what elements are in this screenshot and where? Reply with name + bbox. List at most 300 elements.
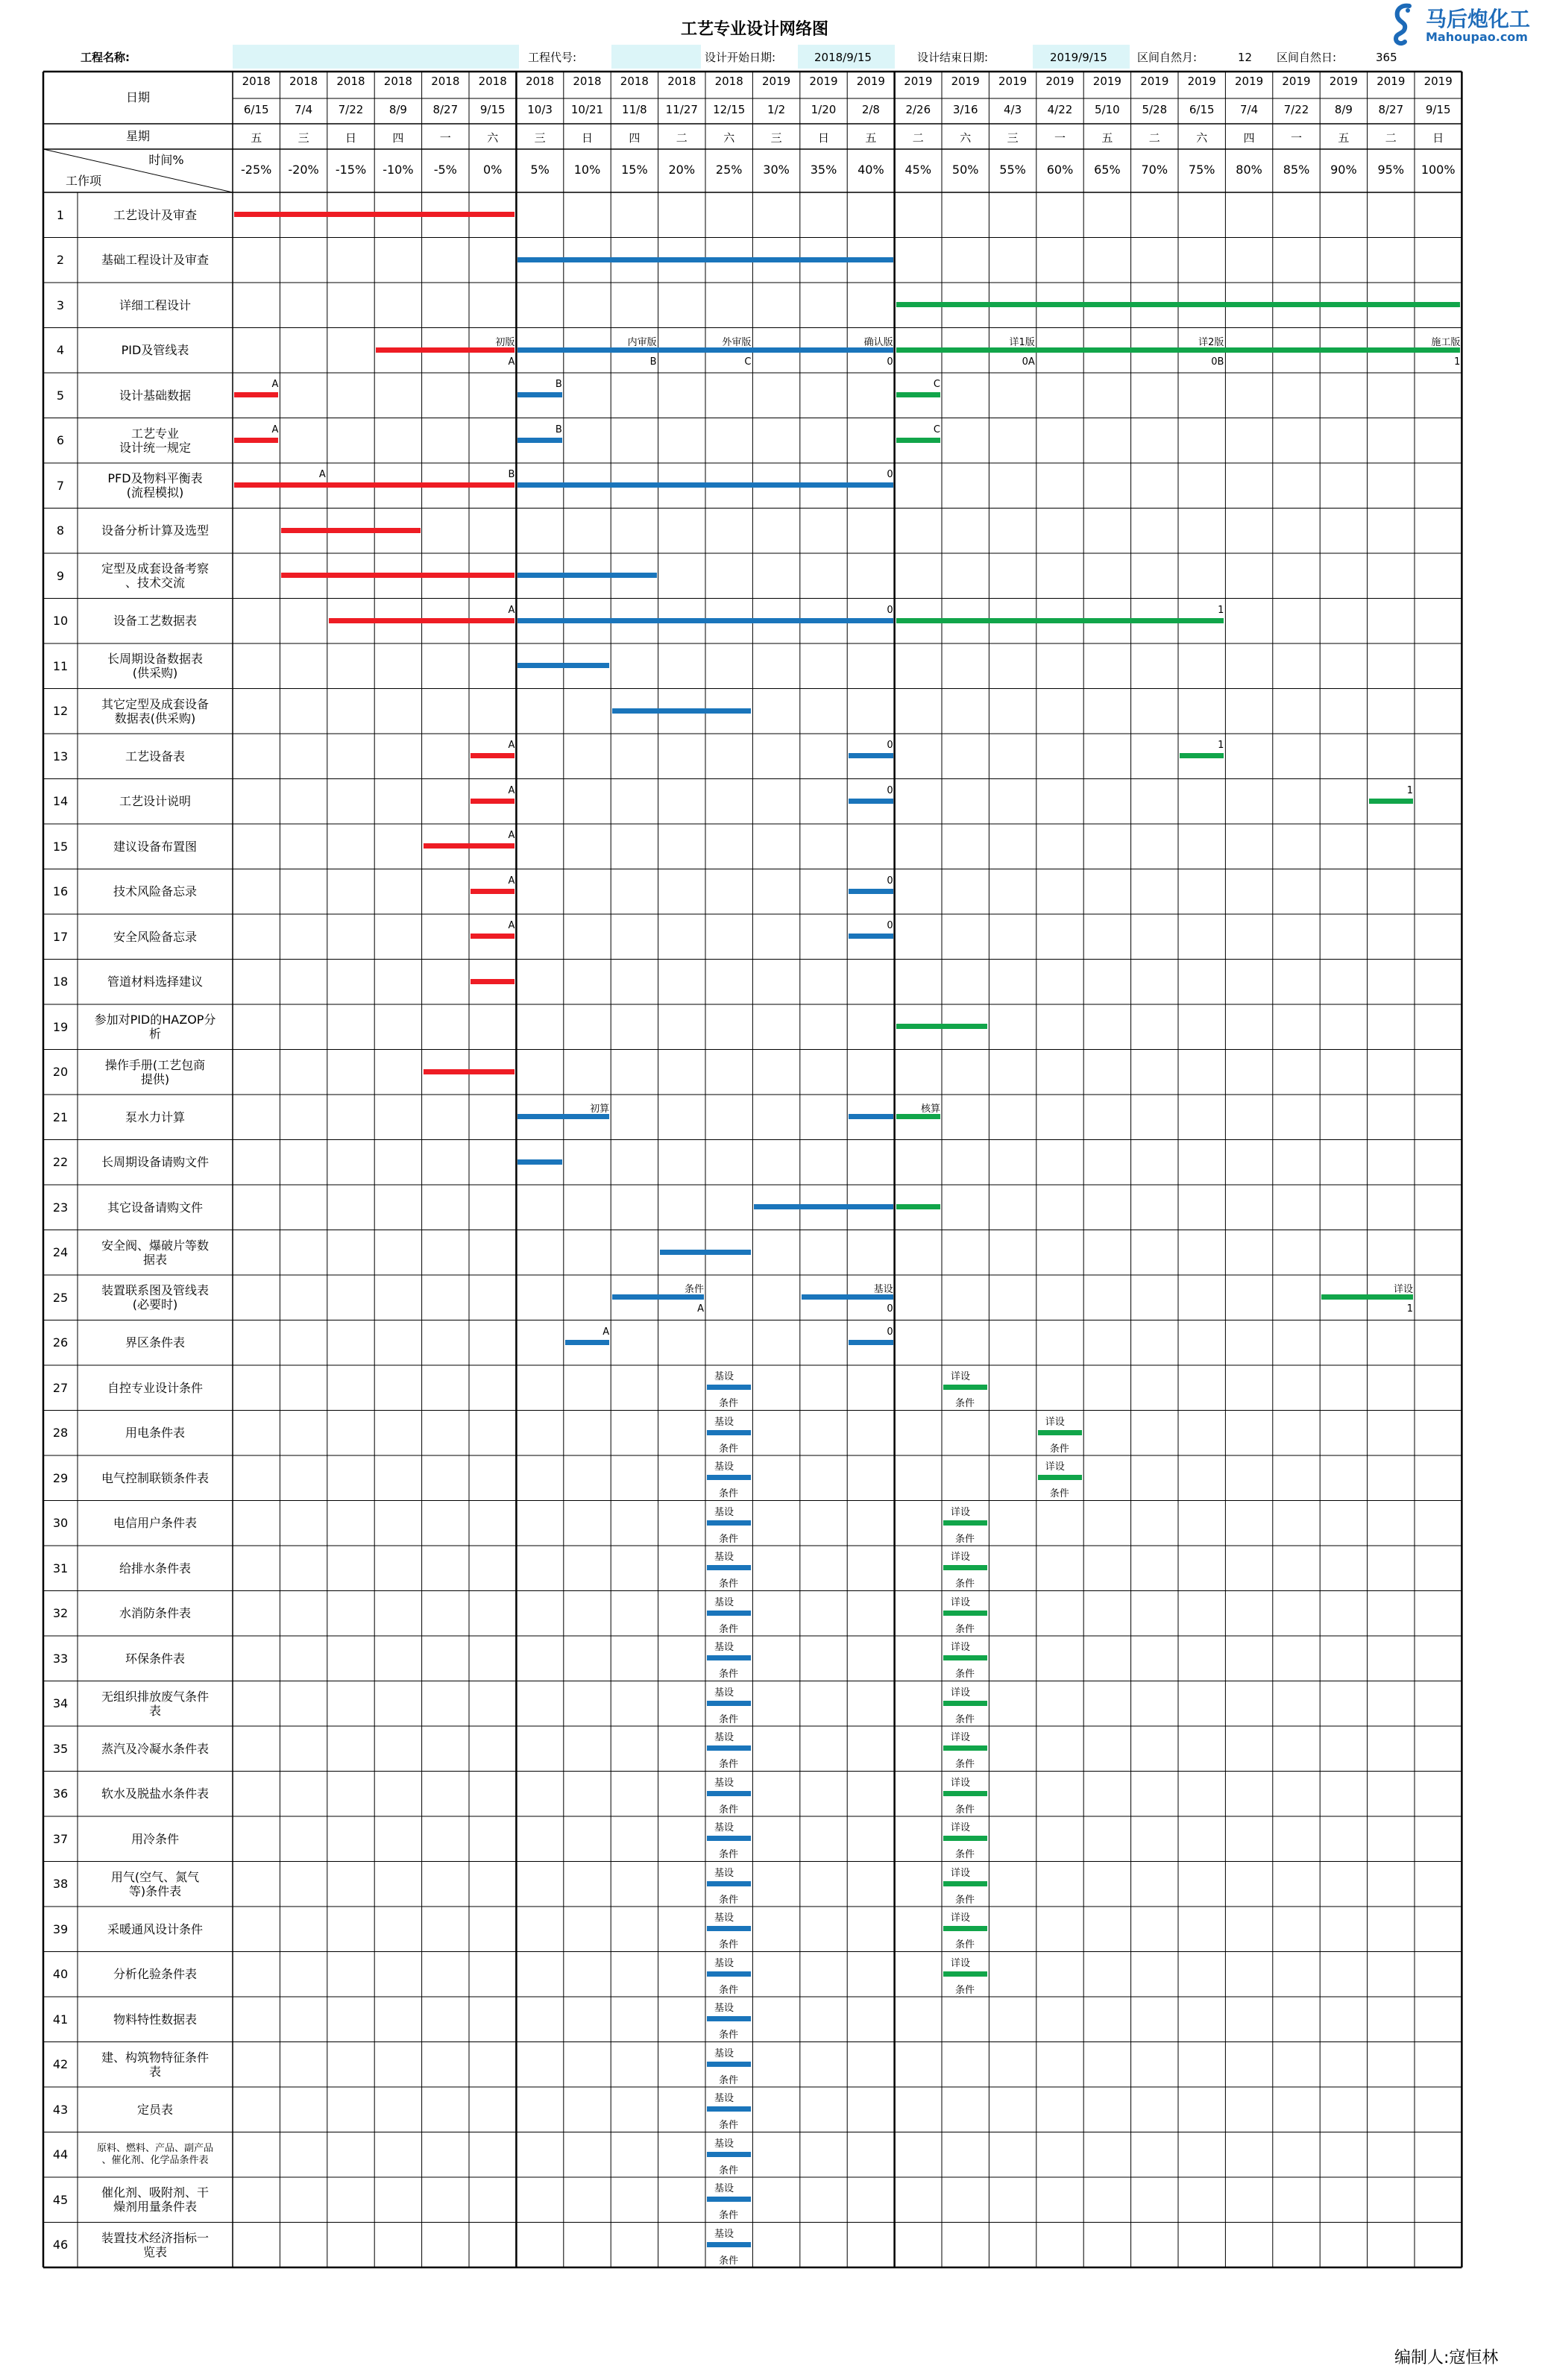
year-cell: 2019 (1376, 75, 1406, 88)
weekday-cell: 六 (1196, 131, 1208, 145)
work-item-name (81, 418, 230, 464)
milestone-label: 详2版 (1198, 336, 1224, 348)
basic-condition-bar (707, 2152, 751, 2157)
schedule-bar-red (234, 482, 515, 488)
schedule-bar-blue (517, 482, 893, 488)
condition-stage-label: 基设 (714, 1596, 734, 1608)
milestone-label: 详设 (1393, 1284, 1413, 1295)
schedule-bar-red (471, 979, 515, 984)
milestone-label: 确认版 (863, 336, 893, 348)
condition-stage-label: 基设 (714, 1777, 734, 1789)
basic-condition-bar (707, 1701, 751, 1706)
work-item-name (81, 2087, 230, 2132)
condition-stage-label: 详设 (951, 1822, 971, 1833)
work-item-name-line: 环保条件表 (125, 1651, 185, 1666)
schedule-bar-blue (517, 1159, 561, 1165)
year-cell: 2019 (1045, 75, 1075, 88)
milestone-label: B (555, 424, 562, 435)
percent-cell: 80% (1236, 163, 1262, 177)
row-number: 3 (56, 298, 65, 312)
weekday-cell: 三 (298, 131, 309, 145)
condition-stage-label: 基设 (714, 1416, 734, 1428)
row-number: 18 (52, 975, 69, 989)
date-cell: 6/15 (243, 103, 269, 116)
condition-label: 条件 (1049, 1488, 1069, 1499)
row-number: 24 (52, 1245, 69, 1260)
milestone-label: A (602, 1326, 610, 1338)
year-cell: 2019 (809, 75, 838, 88)
row-number: 15 (52, 839, 69, 854)
milestone-label: 核算 (920, 1104, 940, 1115)
work-item-name-line: 工艺设计说明 (119, 794, 191, 809)
schedule-bar-blue (517, 618, 893, 623)
weekday-cell: 二 (912, 131, 924, 145)
basic-condition-bar (707, 1430, 751, 1435)
weekday-label: 星期 (125, 129, 150, 144)
percent-cell: 35% (810, 163, 837, 177)
weekday-cell: 五 (1338, 131, 1350, 145)
schedule-bar-blue (517, 438, 561, 443)
condition-label: 条件 (719, 2210, 739, 2221)
work-item-name-line: 装置技术经济指标一 (101, 2230, 209, 2245)
condition-stage-label: 基设 (714, 1371, 734, 1382)
work-item-name (81, 192, 230, 238)
work-item-name (81, 1455, 230, 1501)
work-item-name (81, 1546, 230, 1591)
work-item-name (81, 1004, 230, 1050)
condition-label: 条件 (719, 2165, 739, 2176)
work-item-name-line: 设计统一规定 (119, 440, 191, 455)
milestone-label: 外审版 (722, 336, 752, 348)
condition-label: 条件 (955, 1578, 975, 1590)
date-cell: 7/4 (1240, 103, 1259, 116)
year-cell: 2019 (1234, 75, 1264, 88)
milestone-label: 1 (1454, 356, 1461, 368)
percent-cell: 70% (1141, 163, 1168, 177)
weekday-cell: 四 (1243, 131, 1255, 145)
condition-stage-label: 基设 (714, 1732, 734, 1743)
percent-cell: -10% (383, 163, 414, 177)
condition-stage-label: 详设 (951, 1732, 971, 1743)
schedule-bar-blue (849, 889, 893, 894)
row-number: 31 (52, 1561, 69, 1575)
condition-stage-label: 详设 (951, 1867, 971, 1879)
condition-stage-label: 基设 (714, 1506, 734, 1518)
year-cell: 2019 (761, 75, 791, 88)
row-number: 41 (52, 2012, 69, 2027)
condition-stage-label: 基设 (714, 1461, 734, 1473)
date-cell: 7/22 (338, 103, 364, 116)
weekday-cell: 三 (534, 131, 546, 145)
work-item-name-line: 览表 (142, 2244, 167, 2259)
schedule-bar-red (471, 753, 515, 758)
schedule-bar-blue (849, 799, 893, 804)
work-item-name-line: 操作手册(工艺包商 (104, 1057, 206, 1072)
work-item-name-line: 装置联系图及管线表 (101, 1283, 209, 1298)
work-item-name (81, 643, 230, 689)
condition-stage-label: 基设 (714, 1552, 734, 1563)
percent-cell: 55% (999, 163, 1026, 177)
date-cell: 2/26 (905, 103, 931, 116)
work-item-name (81, 1230, 230, 1276)
condition-label: 条件 (955, 1759, 975, 1770)
work-item-name-line: 设计基础数据 (119, 388, 191, 403)
row-number: 30 (52, 1516, 69, 1531)
detail-condition-bar (943, 1836, 987, 1841)
schedule-bar-red (424, 843, 515, 849)
work-item-name-line: 水消防条件表 (119, 1606, 191, 1621)
milestone-label: 0 (887, 875, 893, 887)
milestone-label: 1 (1406, 784, 1413, 796)
milestone-label: 0 (887, 469, 893, 480)
percent-cell: 65% (1094, 163, 1121, 177)
percent-cell: -5% (433, 163, 457, 177)
basic-condition-bar (707, 2242, 751, 2247)
row-number: 23 (52, 1200, 69, 1215)
date-cell: 5/10 (1095, 103, 1120, 116)
work-item-name-line: 建、构筑物特征条件 (101, 2050, 209, 2065)
date-cell: 11/8 (622, 103, 647, 116)
basic-condition-bar (707, 1971, 751, 1977)
schedule-bar-blue (802, 1294, 893, 1300)
start-date-value: 2018/9/15 (814, 51, 872, 64)
work-item-name-line: 软水及脱盐水条件表 (101, 1786, 209, 1801)
work-item-name (81, 1140, 230, 1186)
work-item-name (81, 2177, 230, 2223)
work-item-name-line: 参加对PID的HAZOP分 (94, 1013, 216, 1027)
condition-label: 条件 (955, 1939, 975, 1951)
work-item-name-line: 其它定型及成套设备 (101, 696, 209, 711)
date-cell: 9/15 (479, 103, 506, 116)
work-item-name-line: 分析化验条件表 (113, 1967, 197, 1982)
schedule-bar-blue (517, 663, 609, 668)
date-cell: 1/2 (767, 103, 786, 116)
condition-label: 条件 (955, 1669, 975, 1680)
logo-brand: 马后炮化工 (1426, 7, 1531, 31)
milestone-label: 详1版 (1009, 336, 1035, 348)
condition-label: 条件 (719, 2120, 739, 2131)
condition-label: 条件 (955, 1623, 975, 1635)
milestone-label: A (508, 920, 515, 931)
condition-label: 条件 (955, 1398, 975, 1409)
date-cell: 4/3 (1004, 103, 1022, 116)
condition-stage-label: 基设 (714, 2093, 734, 2104)
date-cell: 6/15 (1189, 103, 1215, 116)
row-number: 1 (56, 207, 65, 222)
weekday-cell: 四 (392, 131, 404, 145)
work-item-name-line: 等)条件表 (128, 1883, 182, 1898)
work-item-name-line: 采暖通风设计条件 (107, 1921, 203, 1936)
detail-condition-bar (943, 1385, 987, 1390)
detail-condition-bar (943, 1565, 987, 1570)
schedule-bar-green (1180, 753, 1224, 758)
milestone-label: 0 (887, 1326, 893, 1338)
condition-label: 条件 (719, 1894, 739, 1906)
weekday-cell: 二 (1148, 131, 1160, 145)
row-number: 22 (52, 1155, 69, 1170)
condition-stage-label: 基设 (714, 2003, 734, 2014)
work-item-name (81, 328, 230, 374)
weekday-cell: 二 (1385, 131, 1397, 145)
milestone-label: 基设 (873, 1284, 893, 1295)
start-date-label: 设计开始日期: (705, 51, 776, 64)
milestone-label: 条件 (684, 1284, 704, 1295)
percent-cell: 45% (904, 163, 932, 177)
condition-stage-label: 详设 (951, 1371, 971, 1382)
year-cell: 2018 (478, 75, 507, 88)
weekday-cell: 二 (676, 131, 688, 145)
schedule-bar-green (896, 1114, 940, 1119)
milestone-label: A (318, 469, 326, 480)
row-number: 25 (52, 1290, 69, 1305)
condition-label: 条件 (719, 1984, 739, 1996)
milestone-label: C (744, 356, 752, 368)
work-item-name (81, 1907, 230, 1952)
work-item-name (81, 2223, 230, 2268)
condition-label: 条件 (719, 1533, 739, 1545)
work-item-name-line: 燥剂用量条件表 (113, 2200, 197, 2214)
condition-stage-label: 基设 (714, 2183, 734, 2194)
work-item-name-line: 数据表(供采购) (114, 711, 196, 725)
condition-label: 条件 (719, 1713, 739, 1725)
year-cell: 2018 (525, 75, 555, 88)
work-item-name (81, 283, 230, 328)
work-item-name-line: PFD及物料平衡表 (107, 471, 203, 486)
percent-cell: 5% (530, 163, 550, 177)
work-item-name (81, 238, 230, 283)
milestone-label: B (649, 356, 657, 368)
year-cell: 2018 (667, 75, 696, 88)
condition-label: 条件 (955, 1713, 975, 1725)
schedule-bar-red (234, 212, 515, 217)
work-item-name-line: 用气(空气、氮气 (110, 1869, 200, 1884)
work-item-name (81, 960, 230, 1005)
condition-label: 条件 (719, 1443, 739, 1455)
condition-label: 条件 (719, 1759, 739, 1770)
condition-label: 条件 (719, 1578, 739, 1590)
work-item-name-line: 原料、燃料、产品、副产品 (96, 2143, 213, 2155)
work-item-name (81, 2132, 230, 2178)
row-number: 10 (52, 614, 69, 629)
condition-label: 条件 (719, 2030, 739, 2041)
row-number: 34 (52, 1696, 69, 1711)
percent-cell: -15% (335, 163, 367, 177)
percent-cell: 15% (621, 163, 648, 177)
detail-condition-bar (943, 1971, 987, 1977)
condition-stage-label: 基设 (714, 2138, 734, 2150)
logo-site: Mahoupao.com (1426, 30, 1528, 44)
schedule-bar-green (896, 302, 1461, 307)
row-number: 43 (52, 2102, 69, 2117)
condition-label: 条件 (719, 1623, 739, 1635)
end-date-value: 2019/9/15 (1050, 51, 1107, 64)
condition-label: 条件 (719, 1669, 739, 1680)
work-item-name-line: 表 (148, 2064, 161, 2079)
schedule-bar-green (896, 1024, 988, 1029)
milestone-label: B (508, 469, 515, 480)
work-item-name (81, 1365, 230, 1411)
milestone-label: 1 (1218, 604, 1224, 616)
schedule-bar-green (896, 392, 940, 397)
percent-cell: 60% (1046, 163, 1074, 177)
row-number: 32 (52, 1606, 69, 1621)
row-number: 40 (52, 1967, 69, 1982)
milestone-label: A (271, 379, 279, 390)
condition-label: 条件 (955, 1533, 975, 1545)
weekday-cell: 日 (581, 131, 593, 145)
basic-condition-bar (707, 1611, 751, 1616)
row-number: 33 (52, 1651, 69, 1666)
schedule-bar-red (234, 438, 278, 443)
weekday-cell: 六 (487, 131, 499, 145)
detail-condition-bar (943, 1881, 987, 1886)
year-cell: 2019 (1140, 75, 1169, 88)
year-cell: 2019 (1187, 75, 1216, 88)
condition-stage-label: 详设 (951, 1912, 971, 1924)
work-item-name (81, 1185, 230, 1230)
author-footer: 编制人:寇恒林 (1394, 2349, 1499, 2367)
basic-condition-bar (707, 2062, 751, 2067)
work-item-name-line: 安全风险备忘录 (113, 929, 197, 944)
schedule-bar-blue (517, 392, 561, 397)
basic-condition-bar (707, 1565, 751, 1570)
condition-stage-label: 详设 (951, 1506, 971, 1518)
condition-stage-label: 详设 (951, 1777, 971, 1789)
percent-cell: -20% (288, 163, 319, 177)
percent-cell: 10% (573, 163, 601, 177)
weekday-cell: 一 (439, 131, 451, 145)
condition-stage-label: 基设 (714, 1822, 734, 1833)
work-item-name-line: (流程模拟) (126, 485, 184, 500)
work-item-name-line: 提供) (140, 1071, 170, 1086)
schedule-bar-green (896, 618, 1224, 623)
basic-condition-bar (707, 1520, 751, 1526)
condition-stage-label: 基设 (714, 2047, 734, 2059)
date-cell: 7/4 (295, 103, 313, 116)
work-item-name-line: 其它设备请购文件 (107, 1200, 203, 1215)
schedule-bar-green (1369, 799, 1413, 804)
basic-condition-bar (707, 1881, 751, 1886)
milestone-label: 初版 (495, 336, 515, 348)
row-number: 27 (52, 1380, 69, 1395)
row-number: 4 (56, 343, 65, 358)
weekday-cell: 日 (817, 131, 829, 145)
weekday-cell: 六 (960, 131, 972, 145)
year-cell: 2019 (856, 75, 885, 88)
weekday-cell: 一 (1290, 131, 1302, 145)
schedule-bar-blue (849, 1114, 893, 1119)
date-cell: 4/22 (1047, 103, 1073, 116)
row-number: 45 (52, 2192, 69, 2207)
condition-label: 条件 (719, 1488, 739, 1499)
date-cell: 8/9 (1334, 103, 1353, 116)
milestone-label: 施工版 (1431, 336, 1461, 348)
condition-stage-label: 基设 (714, 1642, 734, 1653)
work-item-name-line: 据表 (142, 1252, 167, 1267)
year-cell: 2019 (1329, 75, 1358, 88)
days-label: 区间自然日: (1277, 51, 1337, 64)
year-cell: 2019 (951, 75, 980, 88)
schedule-bar-blue (517, 1114, 609, 1119)
detail-condition-bar (943, 1520, 987, 1526)
row-number: 39 (52, 1921, 69, 1936)
condition-stage-label: 详设 (951, 1687, 971, 1699)
row-number: 37 (52, 1831, 69, 1846)
year-cell: 2018 (714, 75, 743, 88)
row-number: 36 (52, 1786, 69, 1801)
schedule-bar-red (329, 618, 515, 623)
schedule-bar-blue (517, 257, 893, 262)
row-number: 42 (52, 2057, 69, 2072)
row-number: 26 (52, 1335, 69, 1350)
row-number: 13 (52, 749, 69, 764)
work-item-name-line: 给排水条件表 (119, 1561, 191, 1575)
detail-condition-bar (943, 1611, 987, 1616)
date-cell: 5/28 (1142, 103, 1168, 116)
basic-condition-bar (707, 1926, 751, 1931)
percent-cell: 40% (858, 163, 884, 177)
condition-stage-label: 详设 (951, 1552, 971, 1563)
percent-cell: 75% (1188, 163, 1215, 177)
year-cell: 2019 (998, 75, 1028, 88)
work-item-name-line: 长周期设备数据表 (107, 652, 203, 667)
detail-condition-bar (1038, 1475, 1082, 1480)
percent-cell: 85% (1283, 163, 1310, 177)
schedule-bar-green (896, 438, 940, 443)
time-label: 时间% (148, 153, 184, 168)
row-number: 12 (52, 704, 69, 719)
weekday-cell: 四 (629, 131, 641, 145)
work-item-name-line: 、技术交流 (125, 576, 185, 591)
work-item-name (81, 689, 230, 734)
row-number: 19 (52, 1019, 69, 1034)
months-label: 区间自然月: (1137, 51, 1198, 64)
year-cell: 2019 (1092, 75, 1121, 88)
date-cell: 12/15 (713, 103, 746, 116)
work-item-name-line: 工艺设计及审查 (113, 207, 197, 222)
date-cell: 8/27 (432, 103, 459, 116)
work-item-name-line: 设备工艺数据表 (113, 614, 197, 629)
condition-label: 条件 (955, 1894, 975, 1906)
year-cell: 2019 (904, 75, 933, 88)
weekday-cell: 五 (865, 131, 877, 145)
milestone-label: A (508, 784, 515, 796)
work-item-name (81, 373, 230, 418)
milestone-label: 0 (887, 920, 893, 931)
weekday-cell: 日 (344, 131, 356, 145)
condition-label: 条件 (719, 1804, 739, 1816)
work-item-name-line: 设备分析计算及选型 (101, 523, 209, 538)
row-number: 44 (52, 2147, 69, 2162)
row-number: 2 (56, 253, 65, 268)
schedule-bar-blue (517, 347, 893, 353)
milestone-label: 0B (1211, 356, 1224, 368)
condition-stage-label: 基设 (714, 1957, 734, 1969)
detail-condition-bar (943, 1745, 987, 1751)
weekday-cell: 五 (251, 131, 262, 145)
days-value: 365 (1376, 51, 1397, 64)
schedule-bar-red (281, 573, 515, 578)
basic-condition-bar (707, 1655, 751, 1660)
condition-label: 条件 (955, 1984, 975, 1996)
work-item-name-line: 安全阀、爆破片等数 (101, 1238, 209, 1253)
work-item-name-line: 基础工程设计及审查 (101, 253, 209, 268)
detail-condition-bar (943, 1655, 987, 1660)
schedule-bar-green (896, 1204, 940, 1209)
detail-condition-bar (943, 1791, 987, 1796)
work-item-name (81, 463, 230, 509)
work-item-name-line: PID及管线表 (121, 343, 189, 358)
